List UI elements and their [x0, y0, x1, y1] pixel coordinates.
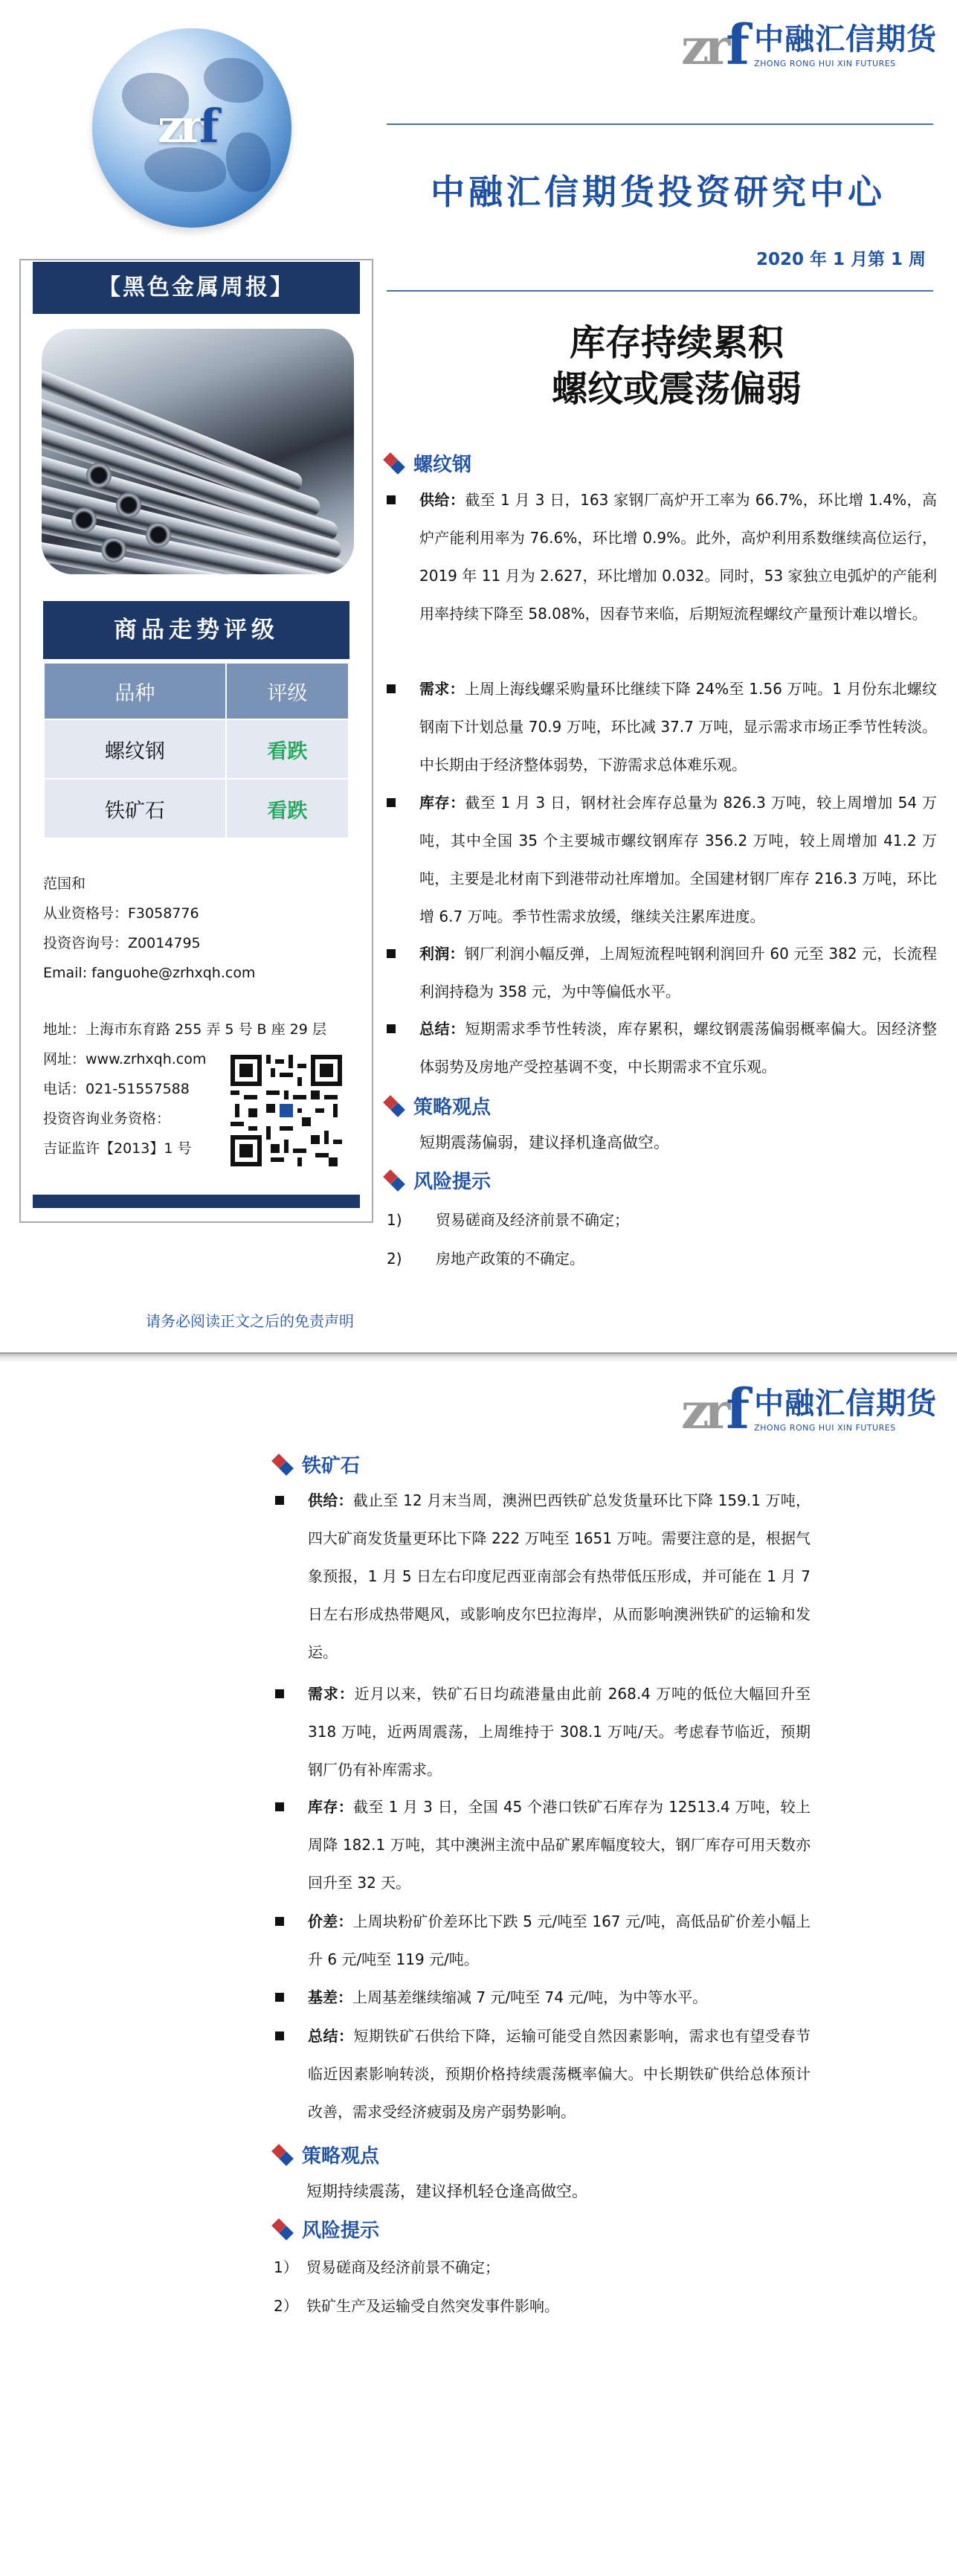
logo-chinese-name: 中融汇信期货: [754, 22, 938, 57]
product-rating: 看跌: [226, 779, 349, 838]
header-divider: [387, 123, 933, 125]
bullet-square-icon: [387, 949, 396, 958]
rebar-supply-item: 供给：截至 1 月 3 日，163 家钢厂高炉开工率为 66.7%，环比增 1.4%，高炉产能利用率为 76.6%，环比增 0.9%。此外，高炉利用系数继续高位运行，2019 年 11 月为 2.627，环比增加 0.032。同时，53 家独立电弧炉的产能利用率持续下降至 58.08%，因春节来临，后期短流程螺纹产量预计难以增长。: [419, 481, 937, 633]
rebar-profit-item: 利润：钢厂利润小幅反弹，上周短流程吨钢利润回升 60 元至 382 元，长流程利润持稳为 358 元，为中等偏低水平。: [419, 935, 937, 1011]
bullet-square-icon: [387, 684, 396, 693]
risk-item: 1） 贸易磋商及经济前景不确定；: [274, 2258, 500, 2276]
company-logo: [681, 13, 938, 77]
product-name: 铁矿石: [44, 779, 226, 838]
logo-english-name: ZHONG RONG HUI XIN FUTURES: [754, 1422, 896, 1433]
section-heading-strategy: 策略观点: [272, 2141, 379, 2168]
risk-item: 2） 铁矿生产及运输受自然突发事件影响。: [274, 2297, 559, 2315]
section-heading-iron-ore: 铁矿石: [272, 1451, 360, 1478]
consulting-number: 投资咨询号：Z0014795: [43, 935, 201, 951]
bullet-square-icon: [275, 1802, 284, 1811]
ore-basis-item: 基差：上周基差继续缩减 7 元/吨至 74 元/吨，为中等水平。: [308, 1979, 811, 2017]
section-heading-rebar: 螺纹钢: [384, 449, 471, 477]
section-arrow-icon: [384, 1096, 405, 1117]
company-address: 地址：上海市东育路 255 弄 5 号 B 座 29 层: [43, 1021, 326, 1038]
product-name: 螺纹钢: [44, 719, 226, 779]
bullet-square-icon: [275, 1689, 284, 1698]
analyst-name: 范国和: [43, 876, 86, 892]
section-heading-risk: 风险提示: [272, 2215, 379, 2243]
bullet-square-icon: [387, 798, 396, 807]
qr-code: [231, 1055, 342, 1166]
disclaimer-notice[interactable]: 请务必阅读正文之后的免责声明: [146, 1312, 354, 1330]
practitioner-number: 从业资格号：F3058776: [43, 905, 199, 922]
ore-spread-item: 价差：上周块粉矿价差环比下跌 5 元/吨至 167 元/吨，高低品矿价差小幅上升 6 元/吨至 119 元/吨。: [308, 1903, 811, 1979]
bullet-square-icon: [387, 1024, 396, 1033]
table-row: [44, 719, 349, 779]
section-arrow-icon: [272, 2145, 293, 2165]
analyst-contact: [43, 869, 255, 988]
ore-summary-item: 总结：短期铁矿石供给下降，运输可能受自然因素影响，需求也有望受春节临近因素影响转淡，预期价格持续震荡概率偏大。中长期铁矿供给总体预计改善，需求受经济疲弱及房产弱势影响。: [308, 2017, 811, 2131]
report-title: [416, 320, 937, 412]
table-header-rating: 评级: [226, 663, 349, 719]
logo-chinese-name: 中融汇信期货: [754, 1386, 938, 1421]
section-heading-strategy: 策略观点: [384, 1092, 491, 1120]
research-center-name: 中融汇信期货投资研究中心: [431, 172, 886, 212]
bullet-square-icon: [275, 1917, 284, 1926]
bullet-square-icon: [387, 495, 396, 504]
rating-section-title: 商品走势评级: [43, 601, 349, 659]
steel-pipes-photo: [42, 329, 354, 574]
report-title-line-1: 库存持续累积: [569, 322, 784, 364]
rating-table: [43, 662, 349, 839]
logo-english-name: ZHONG RONG HUI XIN FUTURES: [754, 58, 896, 68]
date-divider: [387, 290, 933, 292]
section-arrow-icon: [272, 1454, 293, 1475]
bullet-square-icon: [275, 1496, 284, 1505]
license-number: 吉证监许【2013】1 号: [43, 1140, 192, 1157]
license-label: 投资咨询业务资格：: [43, 1111, 171, 1127]
ore-supply-item: 供给：截止至 12 月末当周，澳洲巴西铁矿总发货量环比下降 159.1 万吨，四大矿商发货量更环比下降 222 万吨至 1651 万吨。需要注意的是，根据气象预报，1 月 5 日左右印度尼西亚南部会有热带低压形成，并可能在 1 月 7 日左右形成热带飓风，或影响皮尔巴拉海岸，从而影响澳洲铁矿的运输和发运。: [308, 1482, 811, 1671]
rebar-inventory-item: 库存：截至 1 月 3 日，钢材社会库存总量为 826.3 万吨，较上周增加 54 万吨，其中全国 35 个主要城市螺纹钢库存 356.2 万吨，较上周增加 41.2 万吨，主要是北材南下到港带动社库增加。全国建材钢厂库存 216.3 万吨，环比增 6.7 万吨。季节性需求放缓，继续关注累库进度。: [419, 784, 937, 936]
logo-mark: zrf: [681, 1378, 746, 1442]
report-date: 2020 年 1 月第 1 周: [755, 250, 926, 269]
rebar-strategy-text: 短期震荡偏弱，建议择机逢高做空。: [419, 1134, 669, 1152]
sidebar: [19, 259, 373, 1223]
table-header-product: 品种: [44, 663, 226, 719]
sidebar-footer-bar: [33, 1195, 360, 1208]
globe-logo-mark: zrf: [158, 99, 215, 153]
ore-inventory-item: 库存：截至 1 月 3 日，全国 45 个港口铁矿石库存为 12513.4 万吨，较上周降 182.1 万吨，其中澳洲主流中品矿累库幅度较大，钢厂库存可用天数亦回升至 32 天。: [308, 1788, 811, 1902]
analyst-email[interactable]: Email: fanguohe@zrhxqh.com: [43, 965, 256, 981]
rebar-summary-item: 总结：短期需求季节性转淡，库存累积，螺纹钢震荡偏弱概率偏大。因经济整体弱势及房地产受控基调不变，中长期需求不宜乐观。: [419, 1010, 937, 1086]
logo-mark: zrf: [681, 13, 746, 77]
section-arrow-icon: [272, 2219, 293, 2240]
globe-logo: [92, 28, 291, 228]
ore-strategy-text: 短期持续震荡，建议择机轻仓逢高做空。: [306, 2182, 587, 2200]
product-rating: 看跌: [226, 719, 349, 779]
company-logo: [681, 1378, 938, 1442]
company-phone: 电话：021-51557588: [43, 1081, 190, 1097]
risk-item: 1) 贸易磋商及经济前景不确定；: [387, 1211, 629, 1229]
section-arrow-icon: [384, 1170, 405, 1191]
company-website[interactable]: 网址：www.zrhxqh.com: [43, 1051, 207, 1067]
page-separator: [0, 1352, 957, 1363]
rebar-demand-item: 需求：上周上海线螺采购量环比继续下降 24%至 1.56 万吨。1 月份东北螺纹钢南下计划总量 70.9 万吨，环比减 37.7 万吨，显示需求市场正季节性转淡。中长期由于经济整体弱势，下游需求总体难乐观。: [419, 670, 937, 784]
section-arrow-icon: [384, 453, 405, 474]
report-title-line-2: 螺纹或震荡偏弱: [551, 368, 802, 410]
table-row: [44, 779, 349, 838]
bullet-square-icon: [275, 2031, 284, 2040]
section-heading-risk: 风险提示: [384, 1166, 491, 1194]
ore-demand-item: 需求：近月以来，铁矿石日均疏港量由此前 268.4 万吨的低位大幅回升至 318 万吨，近两周震荡，上周维持于 308.1 万吨/天。考虑春节临近，预期钢厂仍有补库需求。: [308, 1675, 811, 1789]
report-page-2: [0, 1363, 957, 2576]
report-type-title: 【黑色金属周报】: [33, 262, 360, 314]
bullet-square-icon: [275, 1993, 284, 2002]
risk-item: 2) 房地产政策的不确定。: [387, 1250, 584, 1268]
